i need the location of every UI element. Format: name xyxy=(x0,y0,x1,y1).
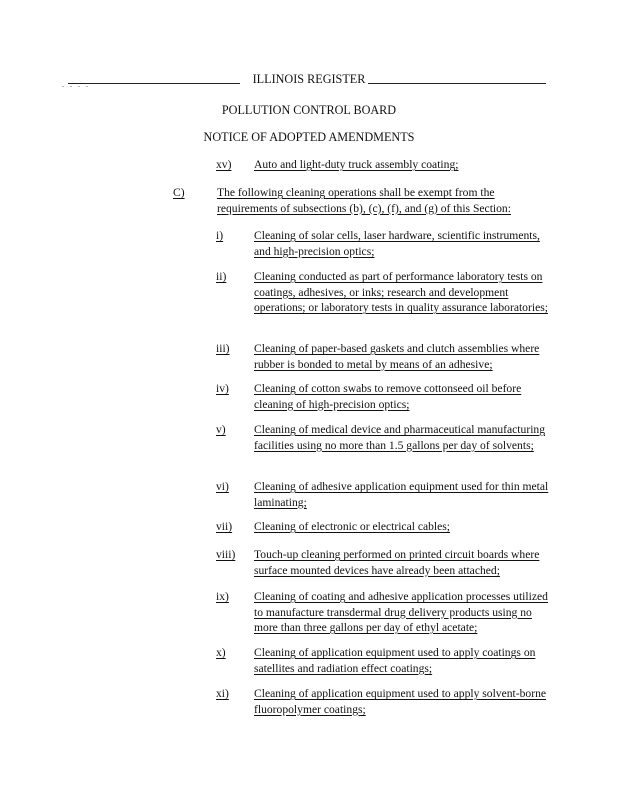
item-number: iv) xyxy=(216,382,229,395)
register-title: ILLINOIS REGISTER xyxy=(252,72,366,86)
item-number: iii) xyxy=(216,342,230,355)
item-number: viii) xyxy=(216,548,236,561)
item-number: xi) xyxy=(216,687,229,700)
item-text: Touch-up cleaning performed on printed circuit boards where surface mounted devices have already been attached; xyxy=(254,548,540,577)
item-text: Cleaning of cotton swabs to remove cottonseed oil before cleaning of high-precision optics; xyxy=(254,382,522,411)
item-text: Cleaning of coating and adhesive application processes utilized to manufacture transdermal drug delivery products using no more than three gallons per day of ethyl acetate; xyxy=(254,590,548,634)
section-number: C) xyxy=(173,186,185,199)
item-text: Auto and light-duty truck assembly coating; xyxy=(254,158,459,171)
notice-title: NOTICE OF ADOPTED AMENDMENTS xyxy=(203,130,415,144)
item-text: Cleaning of solar cells, laser hardware, scientific instruments, and high-precision optics; xyxy=(254,229,540,258)
item-text: Cleaning conducted as part of performance laboratory tests on coatings, adhesives, or inks; research and development operations; or laboratory tests in quality assurance laboratories; xyxy=(254,270,548,314)
section-text: The following cleaning operations shall be exempt from the requirements of subsections (b), (c), (f), and (g) of this Section: xyxy=(217,186,511,215)
item-number: ix) xyxy=(216,590,229,603)
item-text: Cleaning of adhesive application equipment used for thin metal laminating; xyxy=(254,480,549,509)
header-dots: . . . . xyxy=(62,80,90,89)
item-text: Cleaning of paper-based gaskets and clutch assemblies where rubber is bonded to metal by means of an adhesive; xyxy=(254,342,540,371)
item-number: xv) xyxy=(216,158,232,171)
item-text: Cleaning of application equipment used to apply solvent-borne fluoropolymer coatings; xyxy=(254,687,547,716)
board-title: POLLUTION CONTROL BOARD xyxy=(221,103,397,117)
item-number: x) xyxy=(216,646,226,659)
item-text: Cleaning of medical device and pharmaceutical manufacturing facilities using no more than 1.5 gallons per day of solvents; xyxy=(254,423,546,452)
item-number: vi) xyxy=(216,480,229,493)
item-number: v) xyxy=(216,423,226,436)
item-text: Cleaning of application equipment used to apply coatings on satellites and radiation effect coatings; xyxy=(254,646,536,675)
item-number: ii) xyxy=(216,270,227,283)
item-text: Cleaning of electronic or electrical cables; xyxy=(254,520,451,533)
item-number: i) xyxy=(216,229,224,242)
item-number: vii) xyxy=(216,520,233,533)
